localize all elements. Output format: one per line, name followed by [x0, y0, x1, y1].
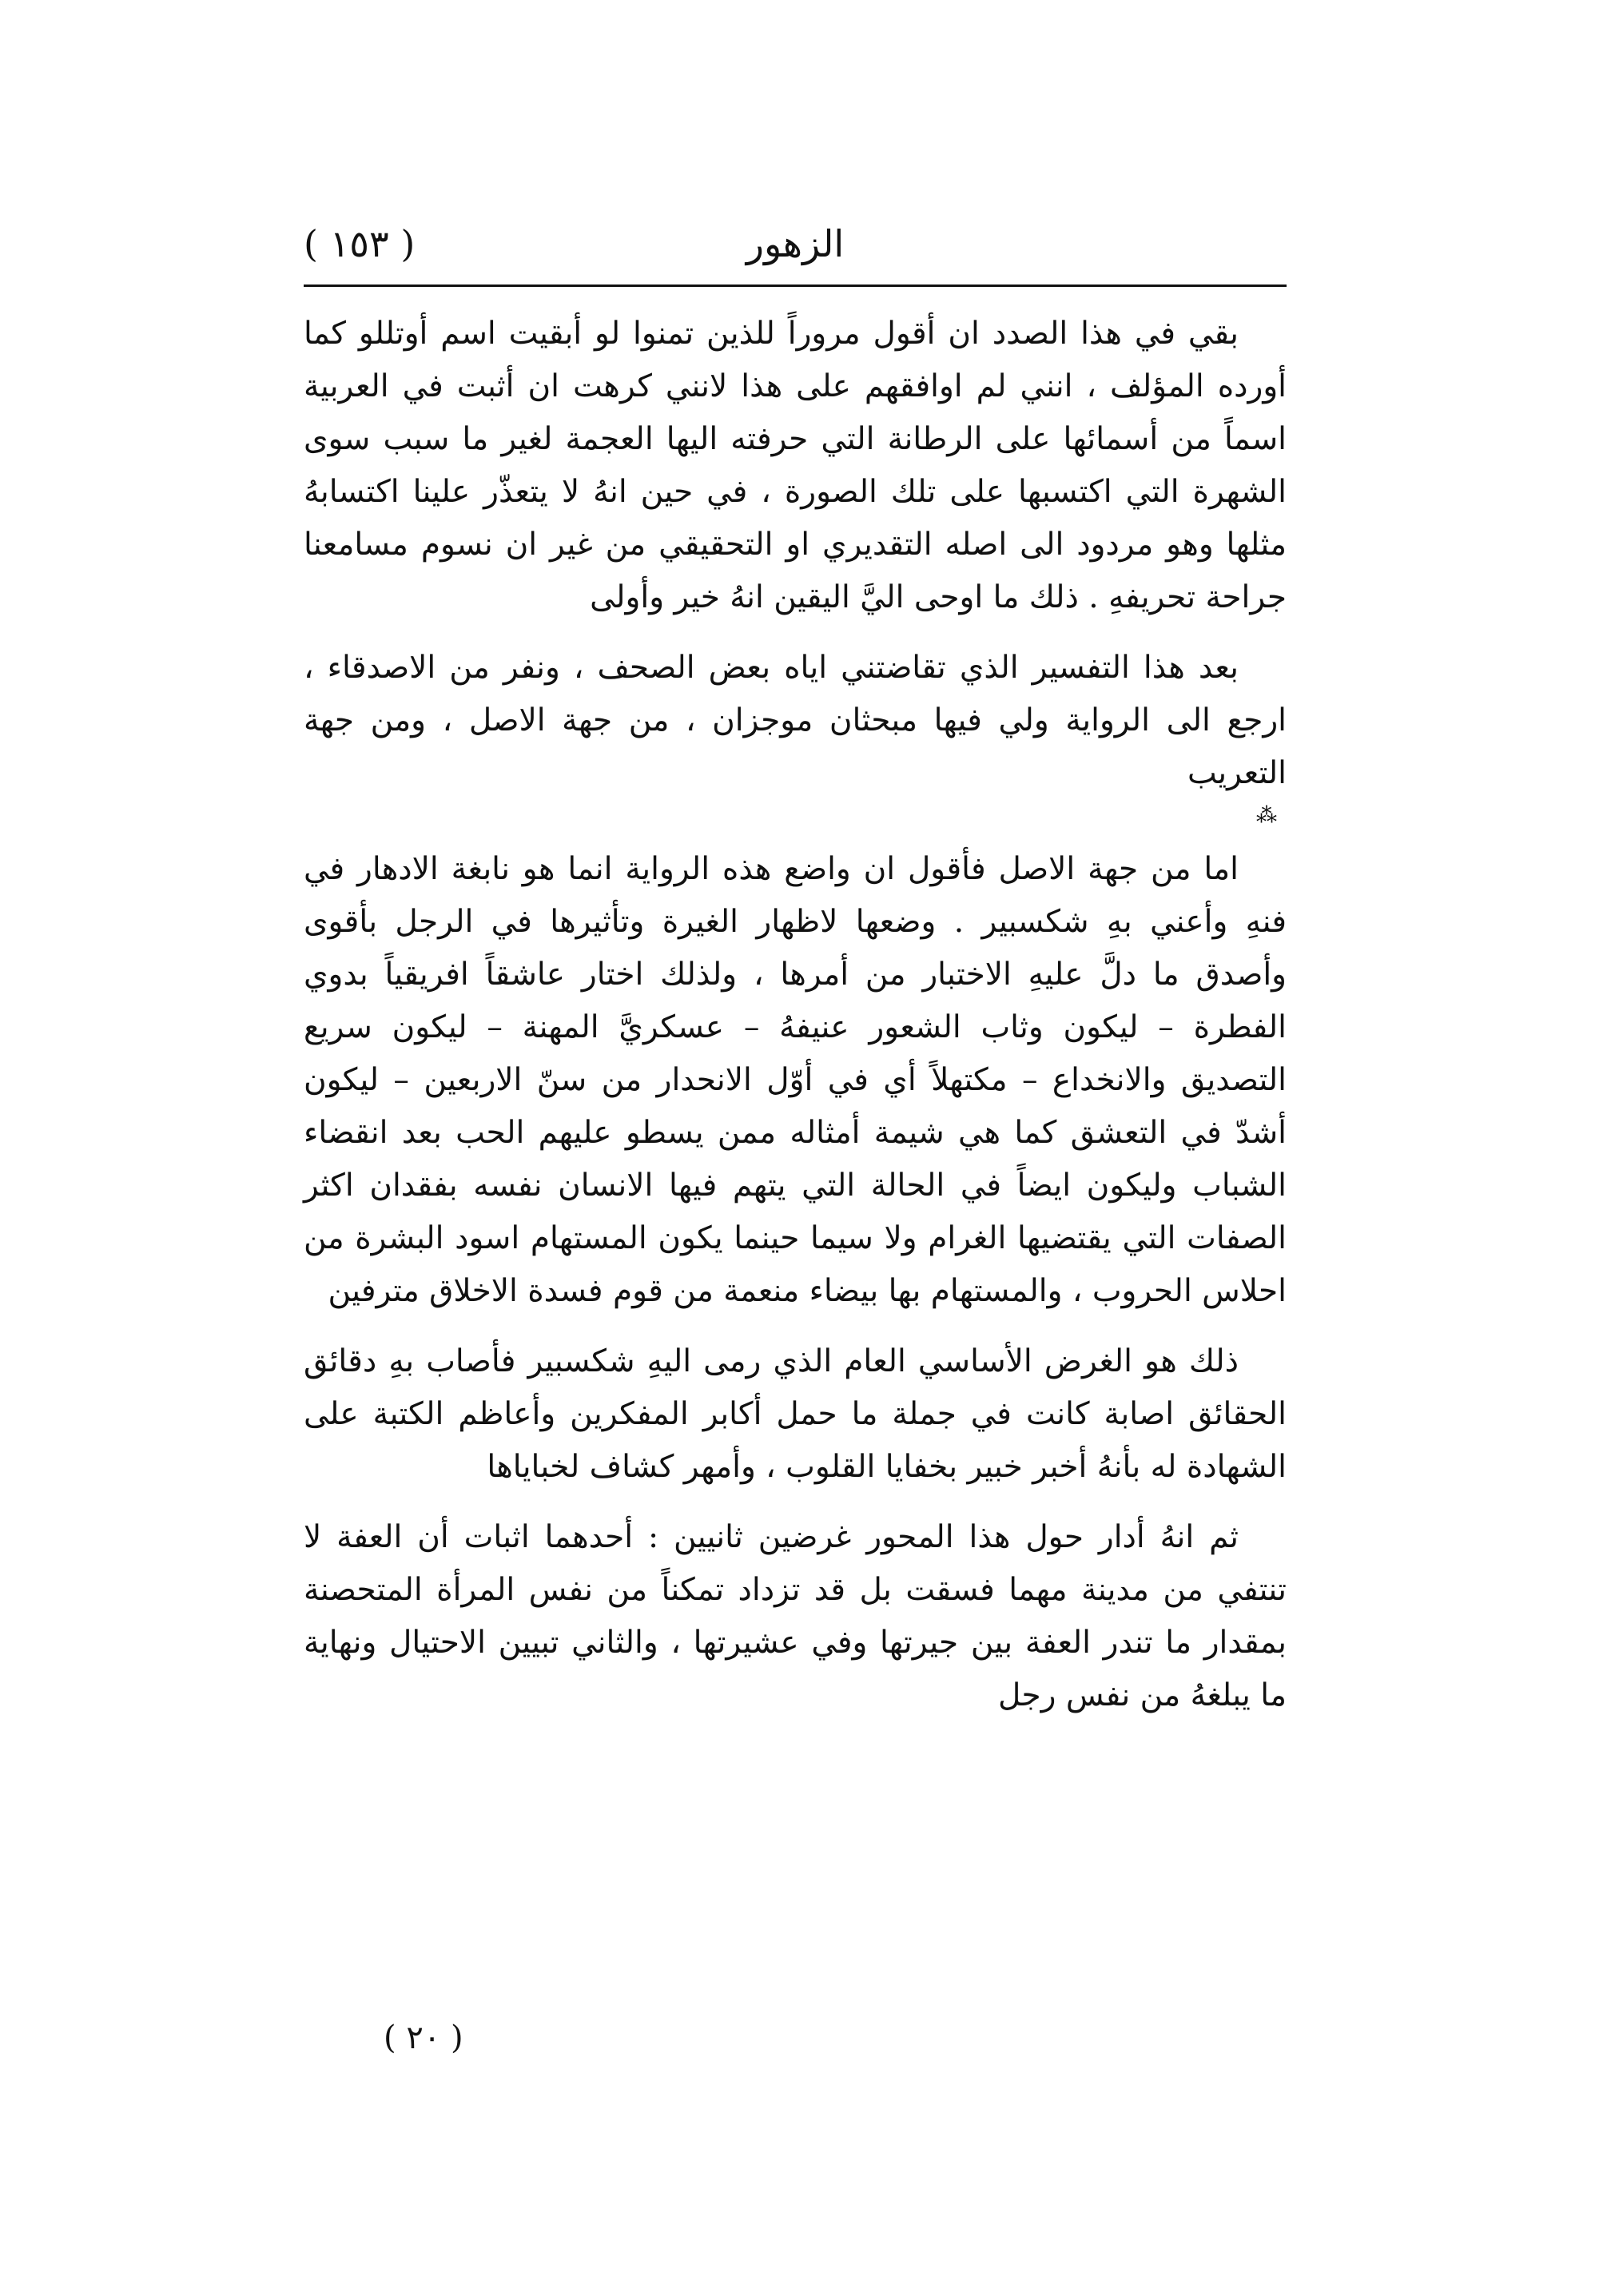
paragraph-3: اما من جهة الاصل فأقول ان واضع هذه الرواية انما هو نابغة الادهار في فنهِ وأعني بهِ شكسبير . وضعها لاظهار الغيرة وتأثيرها في الرجل بأقوى وأصدق ما دلَّ عليهِ الاختبار من أمرها ، ولذلك اختار عاشقاً افريقياً بدوي الفطرة – ليكون وثاب الشعور عنيفهُ – عسكريَّ المهنة – ليكون سريع التصديق والانخداع – مكتهلاً أي في أوّل الانحدار من سنّ الاربعين – ليكون أشدّ في التعشق كما هي شيمة أمثاله ممن يسطو عليهم الحب بعد انقضاء الشباب وليكون ايضاً في الحالة التي يتهم فيها الانسان نفسه بفقدان اكثر الصفات التي يقتضيها الغرام ولا سيما حينما يكون المستهام اسود البشرة من احلاس الحروب ، والمستهام بها بيضاء منعمة من قوم فسدة الاخلاق مترفين [304, 851, 1287, 1309]
page-header [304, 216, 1287, 272]
page-number: ( ١٥٣ ) [304, 222, 416, 265]
paragraph-4: ذلك هو الغرض الأساسي العام الذي رمى اليهِ شكسبير فأصاب بهِ دقائق الحقائق اصابة كانت في جملة ما حمل أكابر المفكرين وأعاظم الكتبة على الشهادة له بأنهُ أخبر خبير بخفايا القلوب ، وأمهر كشاف لخباياها [304, 1343, 1287, 1485]
paragraph-1: بقي في هذا الصدد ان أقول مروراً للذين تمنوا لو أبقيت اسم أوتللو كما أورده المؤلف ، انني لم اوافقهم على هذا لانني كرهت ان أثبت في العربية اسماً من أسمائها على الرطانة التي حرفته اليها العجمة لغير ما سبب سوى الشهرة التي اكتسبها على تلك الصورة ، في حين انهُ لا يتعذّر علينا اكتسابهُ مثلها وهو مردود الى اصله التقديري او التحقيقي من غير ان نسوم مسامعنا جراحة تحريفهِ . ذلك ما اوحى اليَّ اليقين انهُ خير وأولى [304, 316, 1287, 615]
paragraph-2: بعد هذا التفسير الذي تقاضتني اياه بعض الصحف ، ونفر من الاصدقاء ، ارجع الى الرواية ولي فيها مبحثان موجزان ، من جهة الاصل ، ومن جهة التعريب [304, 650, 1287, 791]
paragraph-5: ثم انهُ أدار حول هذا المحور غرضين ثانيين : أحدهما اثبات أن العفة لا تنتفي من مدينة مهما فسقت بل قد تزداد تمكناً من نفس المرأة المتحصنة بمقدار ما تندر العفة بين جيرتها وفي عشيرتها ، والثاني تبيين الاحتيال ونهاية ما يبلغهُ من نفس رجل [304, 1519, 1287, 1713]
running-title: الزهور [746, 222, 845, 265]
header-rule [304, 285, 1287, 287]
section-ornament: ⁂ [1256, 804, 1287, 828]
signature-mark: ( ٢٠ ) [384, 2019, 463, 2056]
body-text [304, 308, 1287, 1722]
